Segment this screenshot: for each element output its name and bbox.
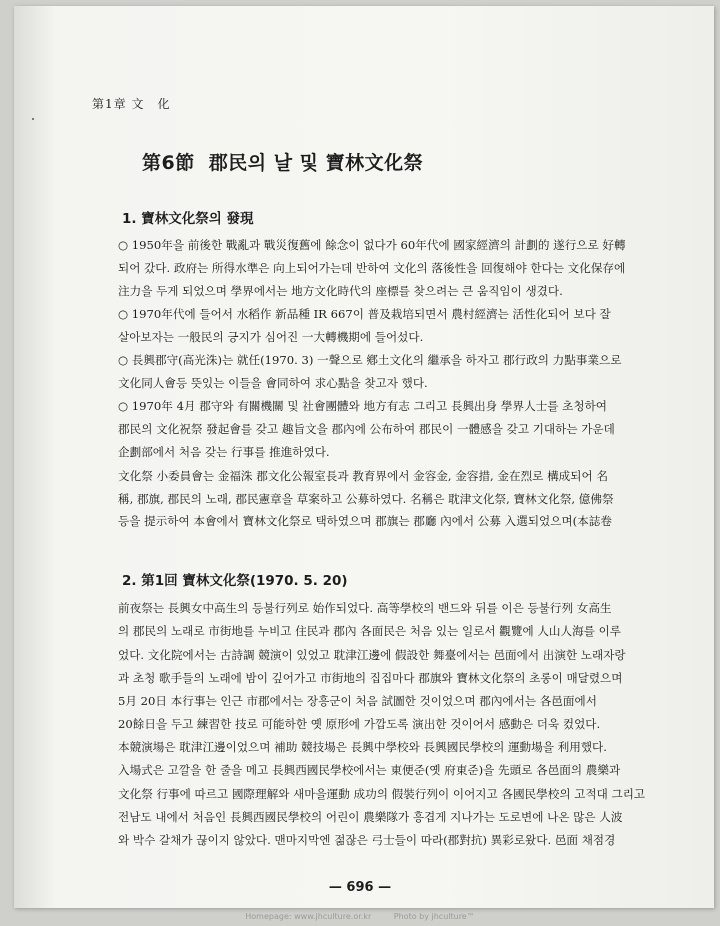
text-line: 의 郡民의 노래로 市街地를 누비고 住民과 郡內 各面民은 처음 있는 일로서 觀覽에 人山人海를 이루 — [118, 624, 621, 639]
subsection-heading-1: 1. 寶林文化祭의 發現 — [122, 211, 254, 227]
paragraph — [118, 597, 688, 690]
text-line: 와 박수 갈채가 끊이지 않았다. 맨마지막엔 젊잖은 弓士들이 따라(郡對抗) 異彩로왔다. 邑面 채점경 — [118, 833, 616, 848]
text-line: 5月 20日 本行事는 인근 市郡에서는 장흥군이 처음 試圖한 것이었으며 郡內에서는 各邑面에서 — [118, 694, 597, 708]
text-line: ○ 1950年을 前後한 戰亂과 戰災復舊에 餘念이 없다가 60年代에 國家經濟의 計劃的 遂行으로 好轉 — [118, 238, 626, 252]
page-speck — [32, 118, 34, 120]
text-line: ○ 長興郡守(高光洙)는 就任(1970. 3) 一聲으로 鄕土文化의 繼承을 하자고 郡行政의 力點事業으로 — [118, 353, 622, 368]
section-title — [142, 148, 423, 175]
page-number: — 696 — — [328, 880, 392, 895]
text-line: 企劃部에서 처음 갖는 行事를 推進하였다. — [118, 445, 330, 460]
text-line: 文化祭 行事에 따르고 國際理解와 새마을運動 成功의 假裝行列이 이어지고 各國民學校의 고적대 그리고 — [118, 786, 646, 801]
paragraph — [118, 280, 688, 327]
paragraph — [118, 690, 688, 737]
text-line: 郡民의 文化祝祭 發起會를 갖고 趣旨文을 郡內에 公布하여 郡民이 一體感을 갖고 기대하는 가운데 — [118, 422, 615, 436]
paragraph — [118, 372, 688, 419]
photo-credit: Photo by jhculture™ — [393, 912, 475, 921]
subsection-heading-2: 2. 第1回 寶林文化祭(1970. 5. 20) — [122, 573, 348, 589]
text-line: 文化同人會등 뜻있는 이들을 會同하여 求心點을 찾고자 했다. — [118, 376, 428, 390]
text-line: 入場式은 고깔을 한 줄을 메고 長興西國民學校에서는 東便준(옛 府東준)을 先頭로 各邑面의 農樂과 — [118, 763, 621, 778]
text-line: 전남도 내에서 처음인 長興西國民學校의 어린이 農樂隊가 흥겹게 지나가는 도로변에 나온 많은 人波 — [118, 809, 623, 824]
homepage-credit: Homepage: www.jhculture.or.kr — [245, 912, 372, 921]
photo-credit-footer — [0, 912, 720, 921]
text-line: 20餘日을 두고 練習한 技로 可能하한 옛 原形에 가깝도록 演出한 것이어서 感動은 더욱 컸었다. — [118, 717, 601, 732]
text-line: 되어 갔다. 政府는 所得水準은 向上되어가는데 반하여 文化의 落後性을 回復해야 한다는 文化保存에 — [118, 261, 626, 276]
paragraph — [118, 234, 688, 281]
running-head: 第1章 文 化 — [92, 97, 171, 111]
text-line: ○ 1970年 4月 郡守와 有關機關 및 社會團體와 地方有志 그리고 長興出身 學界人士를 초청하여 — [118, 399, 607, 414]
section-title-text: 郡民의 날 및 寶林文化祭 — [208, 152, 424, 174]
text-line: 注力을 두게 되었으며 學界에서는 地方文化時代의 座標를 찾으려는 큰 움직임이 생겼다. — [118, 284, 563, 298]
text-line: 文化祭 小委員會는 金福洙 郡文化公報室長과 教育界에서 金容金, 金容措, 金在烈로 構成되어 名 — [118, 468, 608, 483]
paragraph — [118, 418, 688, 511]
text-line: 과 초청 歌手들의 노래에 밤이 깊어가고 市街地의 집집마다 郡旗와 寶林文化祭의 초롱이 매달렸으며 — [118, 670, 623, 685]
text-line: 었다. 文化院에서는 古詩調 競演이 있었고 耽津江邊에 假設한 舞臺에서는 邑面에서 出演한 노래자랑 — [118, 647, 626, 662]
text-line: 살아보자는 一般民의 긍지가 심어진 一大轉機期에 들어섰다. — [118, 330, 424, 344]
paragraph — [118, 510, 688, 533]
text-line: 등을 提示하여 本會에서 寶林文化祭로 택하였으며 郡旗는 郡廳 內에서 公募 入選되었으며(本誌卷 — [118, 514, 612, 528]
text-line: 前夜祭는 長興女中高生의 등불行列로 始作되었다. 高等學校의 밴드와 뒤를 이은 등불行列 女高生 — [118, 601, 612, 615]
paragraph — [118, 326, 688, 373]
text-line: 本競演場은 耽津江邊이었으며 補助 競技場은 長興中學校와 長興國民學校의 運動場을 利用했다. — [118, 740, 607, 754]
section-number: 第6節 — [142, 152, 195, 174]
text-line: ○ 1970年代에 들어서 水稻作 新品種 IR 667이 普及栽培되면서 農村經濟는 活性化되어 보다 잘 — [118, 307, 611, 322]
paragraph — [118, 736, 688, 852]
text-line: 稱, 郡旗, 郡民의 노래, 郡民憲章을 草案하고 公募하였다. 名稱은 耽津文化祭, 寶林文化祭, 億佛祭 — [118, 491, 614, 506]
